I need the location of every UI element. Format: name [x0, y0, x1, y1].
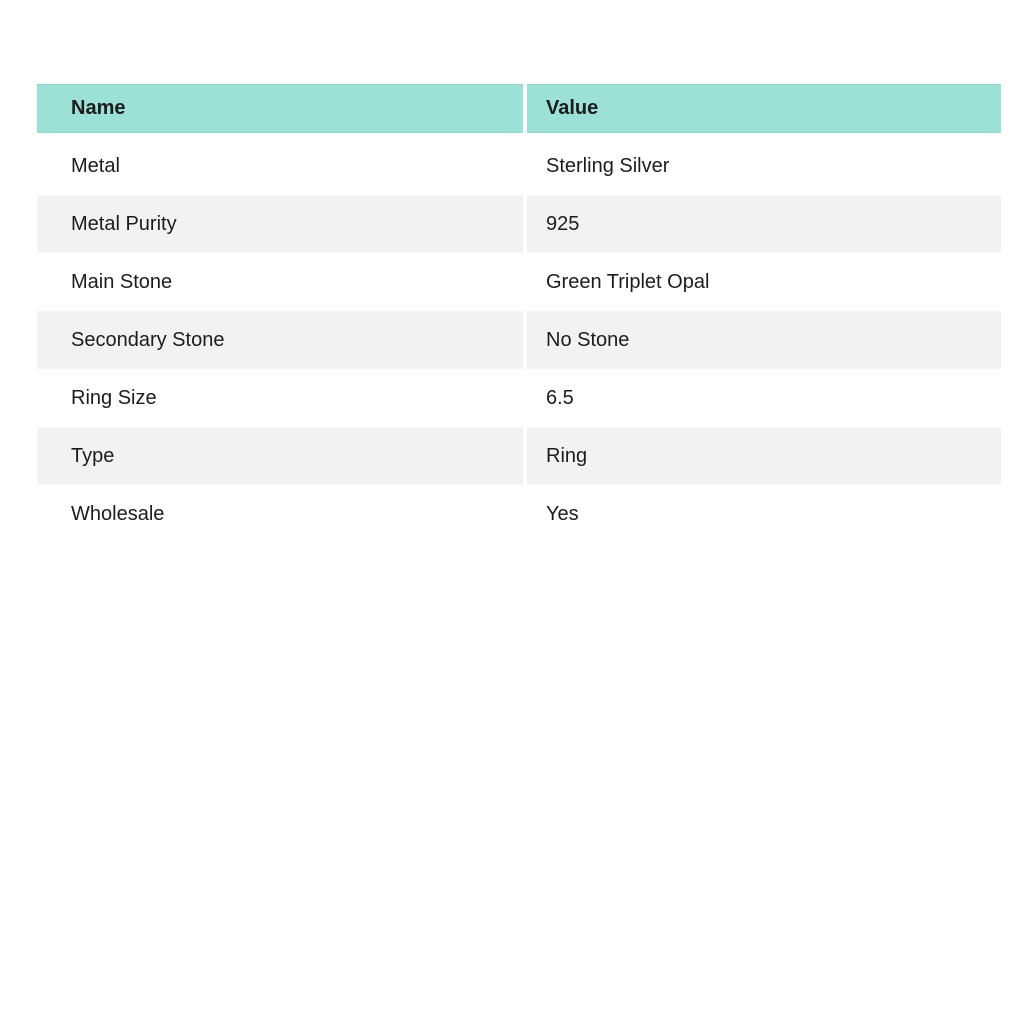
column-header-value: Value	[527, 84, 1001, 137]
cell-value: 6.5	[527, 369, 1001, 427]
table-row	[37, 195, 1001, 253]
cell-value: Green Triplet Opal	[527, 253, 1001, 311]
cell-name: Ring Size	[37, 369, 527, 427]
cell-value: No Stone	[527, 311, 1001, 369]
cell-value: 925	[527, 195, 1001, 253]
cell-name: Main Stone	[37, 253, 527, 311]
table-row	[37, 311, 1001, 369]
cell-name: Metal Purity	[37, 195, 527, 253]
cell-name: Type	[37, 427, 527, 485]
cell-name: Secondary Stone	[37, 311, 527, 369]
cell-name: Wholesale	[37, 485, 527, 543]
cell-name: Metal	[37, 137, 527, 195]
cell-value: Yes	[527, 485, 1001, 543]
table-row	[37, 369, 1001, 427]
table-row	[37, 485, 1001, 543]
cell-value: Ring	[527, 427, 1001, 485]
table-header-row	[37, 84, 1001, 137]
table-row	[37, 427, 1001, 485]
product-spec-table	[37, 84, 1001, 543]
product-spec-table-container	[37, 84, 1001, 543]
table-row	[37, 253, 1001, 311]
table-body	[37, 137, 1001, 543]
cell-value: Sterling Silver	[527, 137, 1001, 195]
table-row	[37, 137, 1001, 195]
column-header-name: Name	[37, 84, 527, 137]
